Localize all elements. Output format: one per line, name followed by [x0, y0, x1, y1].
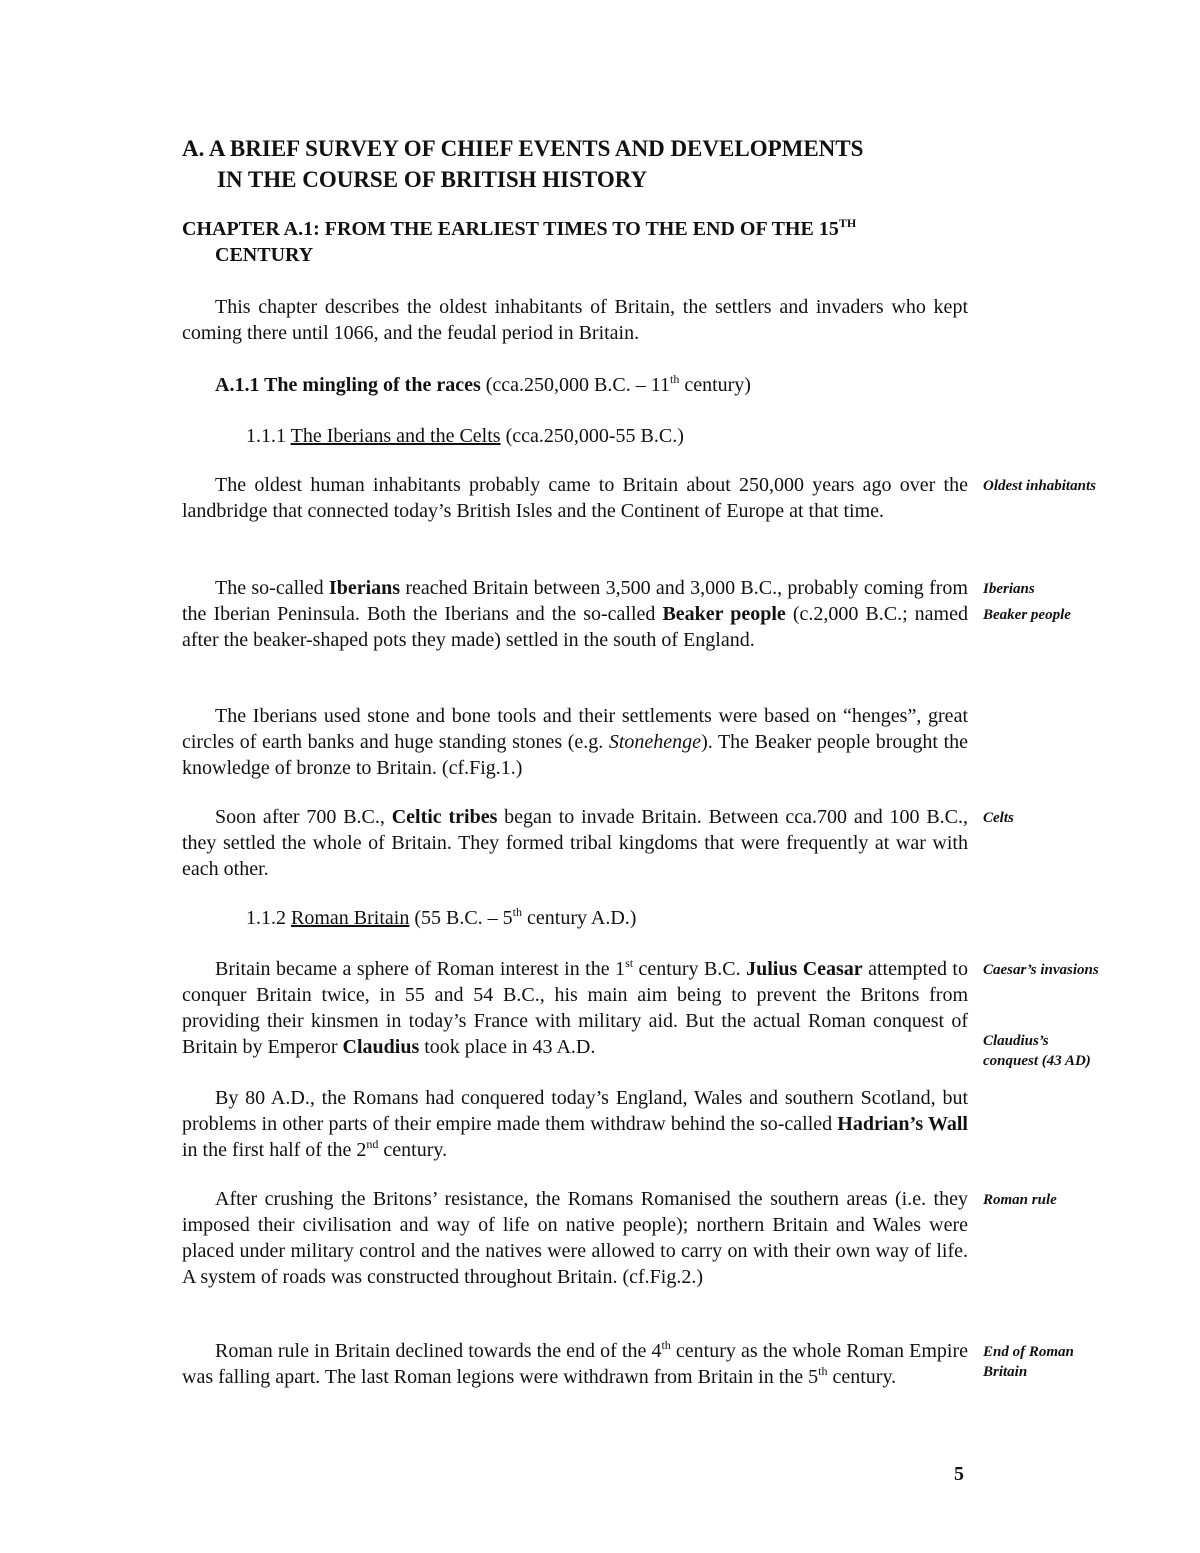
paragraph-stonehenge: The Iberians used stone and bone tools and their settlements were based on “henges”, great circles of earth banks and huge standing stones (e.g. Stonehenge). The Beaker people brought the knowledge of bronze to Britain. (cf.Fig.1.) [182, 705, 969, 779]
section-title: The mingling of the races [264, 374, 481, 396]
subsection-range: (cca.250,000-55 B.C.) [505, 425, 684, 447]
subsection-number: 1.1.1 [246, 425, 286, 447]
paragraph-end-of-roman-britain: Roman rule in Britain declined towards the end of the 4th century as the whole Roman Empire was falling apart. The last Roman legions were withdrawn from Britain in the 5th century. [182, 1338, 968, 1388]
chapter-title-line-2: CENTURY [215, 244, 314, 266]
part-title-line-2: IN THE COURSE OF BRITISH HISTORY [217, 167, 648, 192]
margin-note-beaker-people: Beaker people [983, 607, 1071, 623]
page-number: 5 [954, 1463, 964, 1485]
section-number: A.1.1 [215, 374, 260, 396]
margin-note-celts: Celts [983, 810, 1014, 826]
subsection-heading-112 [246, 905, 636, 931]
subsection-range: (55 B.C. – 5th century A.D.) [414, 905, 637, 929]
paragraph-roman-interest: Britain became a sphere of Roman interest in the 1st century B.C. Julius Ceasar attempted to conquer Britain twice, in 55 and 54 B.C., his main aim being to prevent the Britons from providing their kinsmen in today’s France with military aid. But the actual Roman conquest of Britain by Emperor Claudius took place in 43 A.D. [182, 956, 968, 1058]
chapter-title-text: CHAPTER A.1: FROM THE EARLIEST TIMES TO THE END OF THE 15 [182, 218, 839, 240]
paragraph-roman-rule: After crushing the Britons’ resistance, the Romans Romanised the southern areas (i.e. they imposed their civilisation and way of life on native people); northern Britain and Wales were placed under military control and the natives were allowed to carry on with their own way of life. A system of roads was constructed throughout Britain. (cf.Fig.2.) [182, 1188, 968, 1288]
subsection-title: The Iberians and the Celts [290, 425, 501, 447]
paragraph-iberians: The so-called Iberians reached Britain between 3,500 and 3,000 B.C., probably coming from the Iberian Peninsula. Both the Iberians and the so-called Beaker people (c.2,000 B.C.; named after the beaker-shaped pots they made) settled in the south of England. [182, 577, 968, 651]
subsection-heading-111 [246, 423, 684, 449]
section-heading-a11 [215, 372, 751, 398]
paragraph-celts: Soon after 700 B.C., Celtic tribes began to invade Britain. Between cca.700 and 100 B.C., they settled the whole of Britain. They formed tribal kingdoms that were frequently at war with each other. [182, 806, 968, 880]
part-title-line-1: A. A BRIEF SURVEY OF CHIEF EVENTS AND DEVELOPMENTS [182, 136, 864, 161]
intro-paragraph: This chapter describes the oldest inhabitants of Britain, the settlers and invaders who kept coming there until 1066, and the feudal period in Britain. [182, 296, 968, 344]
margin-note-caesar-invasions: Caesar’s invasions [983, 962, 1099, 978]
paragraph-hadrians-wall: By 80 A.D., the Romans had conquered today’s England, Wales and southern Scotland, but problems in other parts of their empire made them withdraw behind the so-called Hadrian’s Wall in the first half of the 2nd century. [182, 1087, 968, 1161]
margin-note-claudius-conquest: Claudius’s conquest (43 AD) [983, 1033, 1091, 1069]
chapter-title-sup: TH [838, 216, 857, 230]
margin-note-end-of-roman-britain: End of Roman Britain [983, 1344, 1074, 1380]
subsection-number: 1.1.2 [246, 907, 286, 929]
margin-note-oldest-inhabitants: Oldest inhabitants [983, 478, 1096, 494]
chapter-title [182, 216, 972, 268]
part-title [182, 133, 982, 195]
subsection-title: Roman Britain [291, 907, 410, 929]
paragraph-oldest-inhabitants: The oldest human inhabitants probably came to Britain about 250,000 years ago over the landbridge that connected today’s British Isles and the Continent of Europe at that time. [182, 474, 968, 522]
margin-note-iberians: Iberians [983, 581, 1035, 597]
chapter-title-line-1 [182, 218, 856, 240]
margin-note-roman-rule: Roman rule [983, 1192, 1057, 1208]
section-range: (cca.250,000 B.C. – 11th century) [485, 372, 751, 396]
